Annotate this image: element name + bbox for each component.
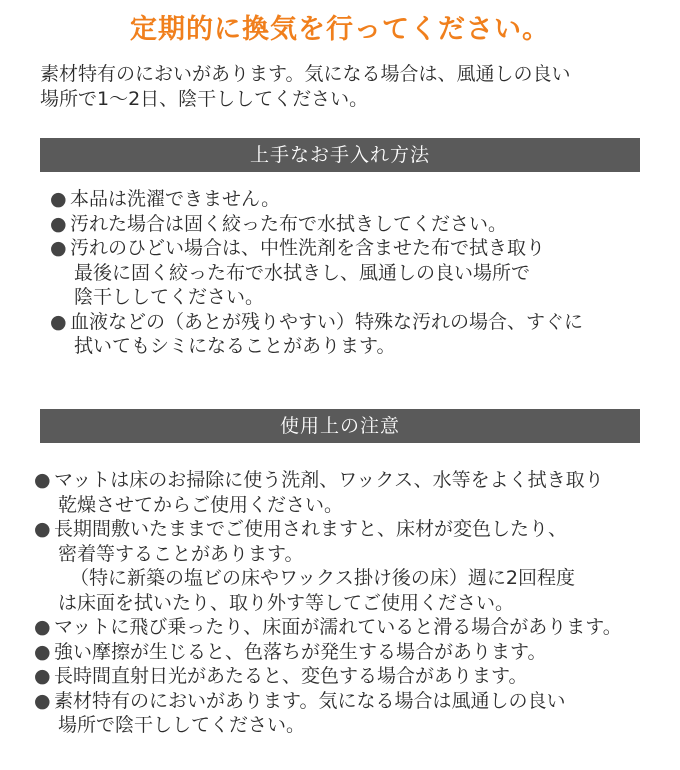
list-item-text: 長期間敷いたままでご使用されますと、床材が変色したり、: [54, 518, 568, 540]
bullet-icon: ●: [34, 518, 51, 540]
intro-line: 場所で1～2日、陰干ししてください。: [40, 88, 369, 110]
caution-heading: 使用上の注意: [40, 409, 640, 443]
bullet-icon: ●: [34, 616, 51, 638]
caution-list: [34, 468, 674, 738]
list-item: [34, 468, 674, 517]
list-item: [34, 689, 674, 738]
list-item-text: 強い摩擦が生じると、色落ちが発生する場合があります。: [54, 640, 547, 663]
list-item-text: 最後に固く絞った布で水拭きし、風通しの良い場所で: [74, 261, 531, 284]
list-item: [34, 640, 674, 665]
list-item: [34, 615, 674, 640]
list-item: [34, 517, 674, 615]
bullet-icon: ●: [50, 212, 67, 235]
care-heading: 上手なお手入れ方法: [40, 138, 640, 172]
bullet-icon: ●: [50, 310, 67, 333]
list-item-text: 本品は洗濯できません。: [70, 188, 281, 210]
bullet-icon: ●: [34, 665, 51, 687]
list-item: [50, 310, 660, 359]
list-item: [50, 236, 660, 310]
list-item-text: 汚れのひどい場合は、中性洗剤を含ませた布で拭き取り: [70, 237, 546, 259]
list-item-text: 密着等することがあります。: [58, 542, 304, 565]
list-item-text: 汚れた場合は固く絞った布で水拭きしてください。: [70, 212, 508, 235]
list-item: [50, 212, 660, 237]
bullet-icon: ●: [34, 689, 51, 712]
list-item-text: 素材特有のにおいがあります。気になる場合は風通しの良い: [54, 689, 566, 712]
list-item-text: 拭いてもシミになることがあります。: [74, 335, 396, 357]
list-item: [34, 664, 674, 689]
list-item-text: 長時間直射日光があたると、変色する場合があります。: [54, 665, 528, 687]
list-item-text: は床面を拭いたり、取り外す等してご使用ください。: [58, 591, 515, 614]
intro-line: 素材特有のにおいがあります。気になる場合は、風通しの良い: [40, 63, 571, 85]
list-item-text: 場所で陰干ししてください。: [58, 714, 306, 736]
page-title: 定期的に換気を行ってください。: [130, 14, 550, 45]
list-item-text: マットは床のお掃除に使う洗剤、ワックス、水等をよく拭き取り: [54, 469, 604, 491]
list-item-text: 血液などの（あとが残りやすい）特殊な汚れの場合、すぐに: [70, 310, 584, 333]
bullet-icon: ●: [50, 188, 67, 210]
bullet-icon: ●: [34, 640, 51, 663]
intro-text: [40, 62, 660, 112]
list-item-text: 陰干ししてください。: [74, 286, 265, 308]
list-item-text: マットに飛び乗ったり、床面が濡れていると滑る場合があります。: [54, 616, 622, 638]
care-list: [50, 187, 660, 359]
list-item: [50, 187, 660, 212]
list-item-text: 乾燥させてからご使用ください。: [58, 493, 344, 516]
bullet-icon: ●: [34, 469, 51, 491]
list-item-text: （特に新築の塩ビの床やワックス掛け後の床）週に2回程度: [70, 567, 575, 589]
bullet-icon: ●: [50, 237, 67, 259]
